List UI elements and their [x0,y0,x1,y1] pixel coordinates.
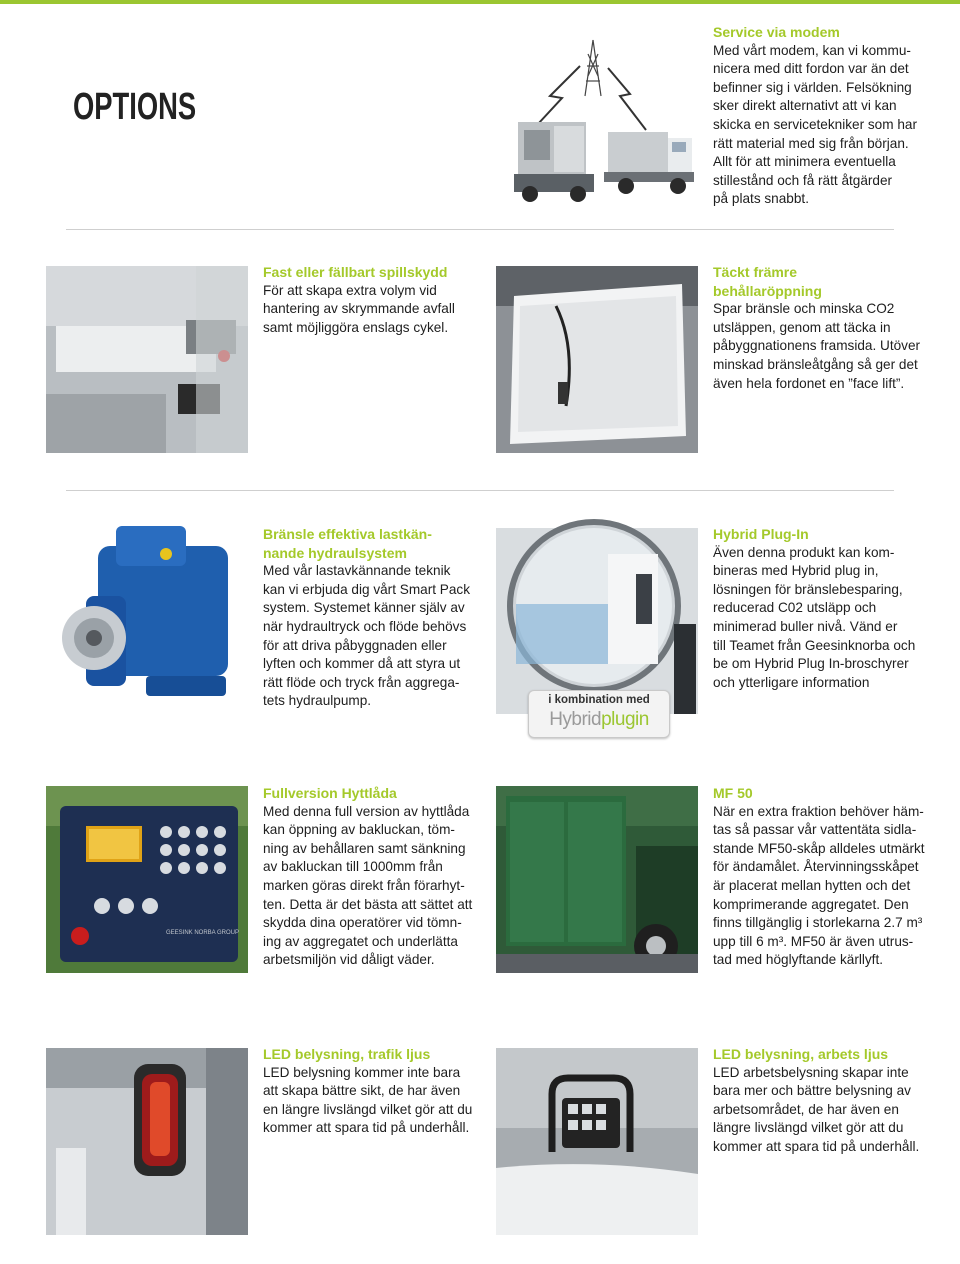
section-divider [66,490,894,491]
mf50-line: komprimerande aggregatet. Den [713,896,909,912]
spillskydd-line: hantering av skrymmande avfall [263,301,455,317]
hybrid-line: Även denna produkt kan kom- [713,544,895,560]
led-work-light-photo [496,1048,698,1235]
spillskydd-block [263,263,478,337]
led-trafik-line: att skapa bättre sikt, de har även [263,1083,461,1099]
mf50-line: tas så passar vår vattentäta sidla- [713,822,917,838]
hydraulsystem-line: rätt flöde och tryck från aggrega- [263,674,460,690]
hyttlada-line: arbetsmiljön vid dåligt väder. [263,952,435,968]
service-modem-line: skicka en servicetekniker som har [713,116,917,132]
service-modem-line: stillestånd och få rätt åtgärder [713,172,893,188]
service-modem-line: Med vårt modem, kan vi kommu- [713,42,911,58]
led-arbets-line: LED arbetsbelysning skapar inte [713,1064,909,1080]
panel-brand-text: GEESINK NORBA GROUP [166,930,240,936]
hybrid-line: och ytterligare information [713,674,870,690]
behallaroppning-line: även hela fordonet en ”face lift”. [713,375,905,391]
mf50-line: upp till 6 m³. MF50 är även utrus- [713,933,914,949]
hydraulsystem-heading: nande hydraulsystem [263,544,407,561]
hybrid-line: be om Hybrid Plug In-broschyrer [713,656,909,672]
spillskydd-line: För att skapa extra volym vid [263,282,437,298]
page-title: OPTIONS [73,86,197,128]
hydraulsystem-line: lyften och kommer då att styra ut [263,656,461,672]
led-arbets-line: kommer att spara tid på underhåll. [713,1138,920,1154]
hybrid-heading: Hybrid Plug-In [713,526,809,542]
mf50-line: för ändamålet. Återvinningsskåpet [713,859,919,875]
mf50-line: är placerat mellan hytten och det [713,877,911,893]
hybrid-line: lösningen för bränslebesparing, [713,581,903,597]
service-modem-line: befinner sig i världen. Felsökning [713,79,912,95]
hyttlada-line: ning av behållaren samt sänkning [263,840,466,856]
hybrid-line: till Teamet från Geesinknorba och [713,637,916,653]
spill-guard-photo [46,266,248,453]
spillskydd-heading: Fast eller fällbart spillskydd [263,264,448,280]
hybrid-plugin-logo [529,709,669,731]
service-modem-line: nicera med ditt fordon var än det [713,61,909,77]
hydraulsystem-line: för att driva påbyggnaden eller [263,637,447,653]
led-arbets-heading: LED belysning, arbets ljus [713,1046,889,1062]
hybrid-logo-word: Hybrid [549,709,602,730]
hydraulsystem-block [263,525,478,711]
led-arbets-line: arbetsområdet, de har även en [713,1101,899,1117]
spillskydd-line: samt möjliggöra enslags cykel. [263,319,449,335]
mf50-line: finns tillgänglig i storlekarna 2.7 m³ [713,915,923,931]
hyttlada-line: Med denna full version av hyttlåda [263,803,470,819]
hydraulsystem-heading: Bränsle effektiva lastkän- [263,526,432,542]
hybrid-line: bineras med Hybrid plug in, [713,563,879,579]
behallaroppning-line: utsläppen, genom att täcka in [713,319,891,335]
hydraulsystem-line: Med vår lastavkännande teknik [263,563,451,579]
behallaroppning-line: Spar bränsle och minska CO2 [713,301,895,317]
mf50-line: tad med höglyftande kärllyft. [713,952,884,968]
led-arbets-line: bara mer och bättre belysning av [713,1083,911,1099]
led-arbets-block [713,1045,933,1157]
hyttlada-line: ten. Detta är det bästa att sättet att [263,896,473,912]
hyttlada-line: av bakluckan till 1000mm från [263,859,443,875]
plugin-logo-word: plugin [601,709,649,730]
cab-control-panel-photo [46,786,248,973]
gsm-modem-illustration [500,26,700,216]
led-trafik-line: kommer att spara tid på underhåll. [263,1120,470,1136]
led-traffic-light-photo [46,1048,248,1235]
service-modem-line: Allt för att minimera eventuella [713,154,896,170]
hybrid-line: reducerad C02 utsläpp och [713,600,877,616]
hybrid-block [713,525,933,692]
led-trafik-line: en längre livslängd vilket gör att du [263,1101,473,1117]
front-cover-photo [496,266,698,453]
behallaroppning-line: påbyggnationens framsida. Utöver [713,338,921,354]
service-modem-line: sker direkt alternativt att vi kan [713,98,897,114]
hyttlada-heading: Fullversion Hyttlåda [263,785,397,801]
behallaroppning-line: minskad bränsleåtgång så ger det [713,356,918,372]
led-trafik-line: LED belysning kommer inte bara [263,1064,461,1080]
section-divider [66,229,894,230]
hyttlada-line: kan öppning av bakluckan, töm- [263,822,455,838]
mf50-heading: MF 50 [713,785,753,801]
hydraulsystem-line: system. Systemet känner själv av [263,600,465,616]
service-modem-line: på plats snabbt. [713,191,809,207]
behallaroppning-heading: behållaröppning [713,282,822,299]
led-trafik-heading: LED belysning, trafik ljus [263,1046,431,1062]
hydraulic-pump-photo [46,526,248,713]
behallaroppning-block [713,263,933,393]
hydraulsystem-line: tets hydraulpump. [263,693,372,709]
mf50-photo [496,786,698,973]
service-modem-block [713,23,933,209]
hydraulsystem-line: kan vi erbjuda dig vårt Smart Pack [263,581,471,597]
mf50-line: När en extra fraktion behöver häm- [713,803,924,819]
hyttlada-block [263,784,483,970]
top-accent-bar [0,0,960,4]
service-modem-heading: Service via modem [713,24,840,40]
mf50-block [713,784,933,970]
behallaroppning-heading: Täckt främre [713,264,798,280]
hybrid-line: minimerad buller nivå. Vänd er [713,618,898,634]
badge-caption: i kombination med [548,694,650,706]
hyttlada-line: marken göras direkt från förarhyt- [263,877,465,893]
hybrid-plugin-badge [528,690,670,738]
hyttlada-line: ing av aggregatet och underlätta [263,933,458,949]
hydraulsystem-line: när hydraultryck och flöde behövs [263,618,467,634]
mf50-line: stande MF50-skåp alldeles utmärkt [713,840,925,856]
led-trafik-block [263,1045,483,1138]
hybrid-magnifier-photo [496,514,698,714]
led-arbets-line: längre livslängd vilket gör att du [713,1120,904,1136]
service-modem-line: rätt material med sig från början. [713,135,909,151]
hyttlada-line: skydda dina operatörer vid tömn- [263,915,462,931]
